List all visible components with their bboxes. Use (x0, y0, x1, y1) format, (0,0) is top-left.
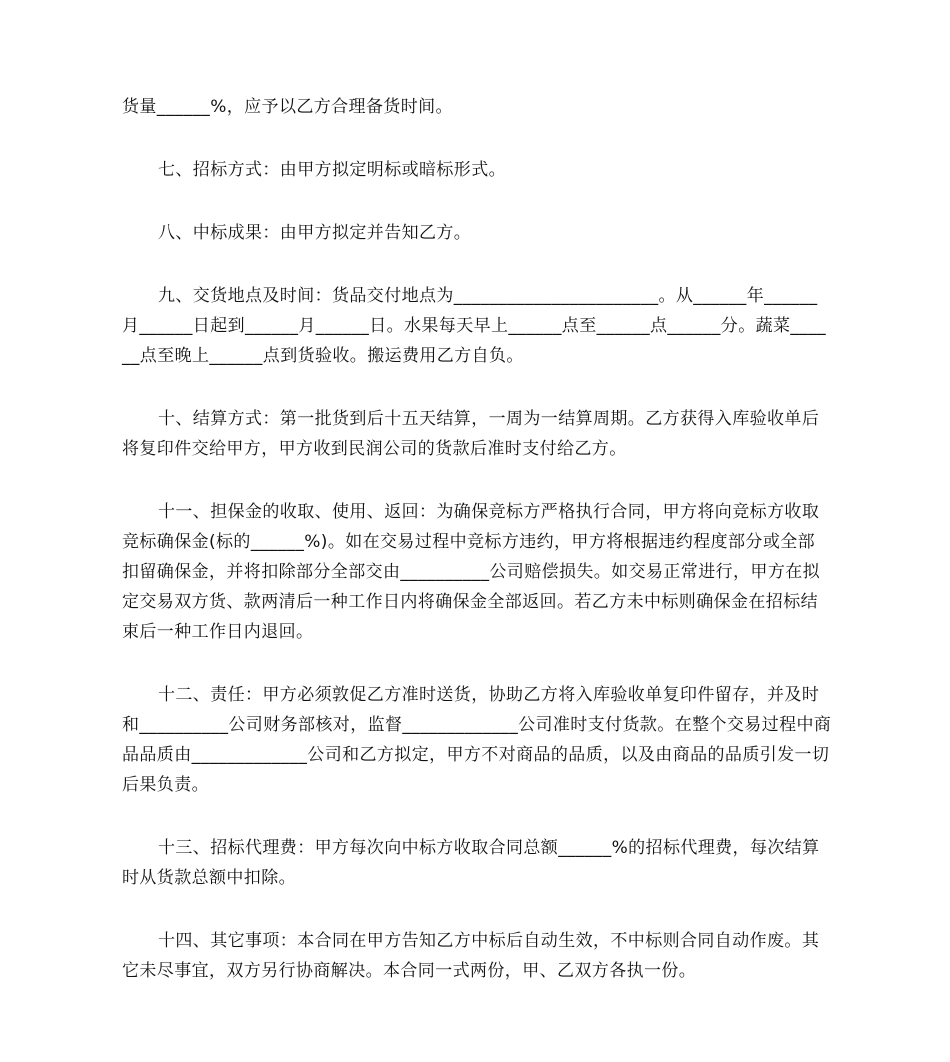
text-line: 十、结算方式：第一批货到后十五天结算，一周为一结算周期。乙方获得入库验收单 (158, 409, 802, 429)
text-line: 十三、招标代理费：甲方每次向中标方收取合同总额______%的招标代理费，每次结 (158, 838, 803, 858)
paragraph-gap (122, 800, 832, 833)
paragraph-delivery (122, 281, 832, 371)
text-line: 算时从货款总额中扣除。 (122, 838, 820, 888)
text-line: 全部扣留确保金，并将扣除部分全部交由__________公司赔偿损失。如交易正常进行，甲 (122, 532, 816, 582)
document-page (122, 92, 832, 986)
text-line: 时和__________公司财务部核对，监督_____________公司准时支付货款。在整个交易过 (122, 685, 820, 735)
paragraph-other-matters (122, 926, 832, 986)
paragraph-gap (122, 647, 832, 680)
paragraph-agency-fee (122, 833, 832, 893)
text-line: 十四、其它事项：本合同在甲方告知乙方中标后自动生效，不中标则合同自动作废。 (158, 931, 802, 951)
text-line: 方在拟定交易双方货、款两清后一种工作日内将确保金全部返回。若乙方未中标则确保金 (122, 562, 821, 612)
paragraph-settlement (122, 404, 832, 464)
text-line: 七、招标方式：由甲方拟定明标或暗标形式。 (158, 160, 506, 180)
text-line: 九、交货地点及时间：货品交付地点为_______________________。从______年_____ (158, 286, 809, 306)
text-line: 菜______点至晚上______点到货验收。搬运费用乙方自负。 (122, 316, 826, 366)
paragraph-gap (122, 893, 832, 926)
text-line: 程中商品品质由_____________公司和乙方拟定，甲方不对商品的品质，以及由商品的品 (122, 715, 832, 765)
text-line: _月______日起到______月______日。水果每天早上______点至______点______分。蔬 (122, 286, 818, 336)
paragraph-gap (122, 248, 832, 281)
text-line: 质引发一切后果负责。 (122, 745, 830, 795)
text-line: 在招标结束后一种工作日内退回。 (122, 592, 819, 642)
paragraph-gap (122, 371, 832, 404)
paragraph-bidding-method (122, 155, 832, 185)
text-line: 十一、担保金的收取、使用、返回：为确保竞标方严格执行合同，甲方将向竞标方收 (158, 502, 802, 522)
text-line: 货量______%，应予以乙方合理备货时间。 (122, 97, 453, 117)
paragraph-responsibility (122, 680, 832, 800)
text-line: 取竞标确保金(标的______%)。如在交易过程中竞标方违约，甲方将根据违约程度部分或 (122, 502, 820, 552)
paragraph-bid-result (122, 218, 832, 248)
text-line: 后将复印件交给甲方，甲方收到民润公司的货款后准时支付给乙方。 (122, 409, 820, 459)
paragraph-gap (122, 185, 832, 218)
text-line: 八、中标成果：由甲方拟定并告知乙方。 (158, 223, 472, 243)
paragraph-gap (122, 464, 832, 497)
paragraph-guarantee (122, 497, 832, 647)
paragraph-gap (122, 122, 832, 155)
text-line: 其它未尽事宜，双方另行协商解决。本合同一式两份，甲、乙双方各执一份。 (122, 931, 820, 981)
paragraph-continued (122, 92, 832, 122)
text-line: 十二、责任：甲方必须敦促乙方准时送货，协助乙方将入库验收单复印件留存，并及 (158, 685, 802, 705)
